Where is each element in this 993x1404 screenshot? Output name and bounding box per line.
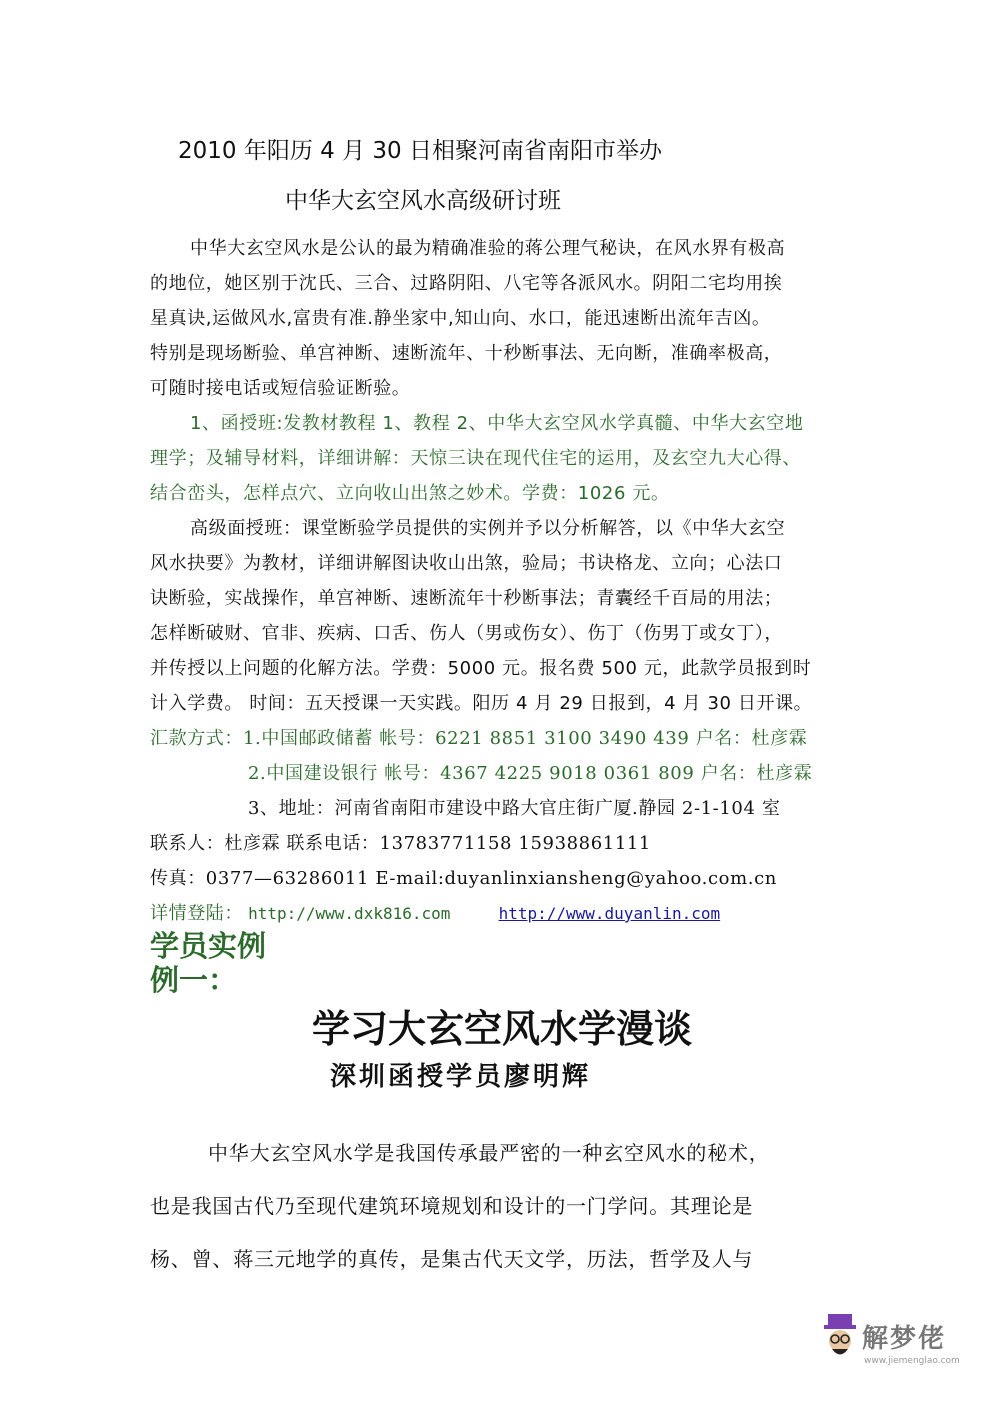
- advanced-line: 怎样断破财、官非、疾病、口舌、伤人（男或伤女）、伤丁（伤男丁或女丁），: [150, 623, 783, 644]
- correspondence-line: 结合峦头，怎样点穴、立向收山出煞之妙术。学费：1026 元。: [150, 483, 670, 504]
- contact-phone: 联系人：杜彦霖 联系电话：13783771158 15938861111: [150, 833, 651, 854]
- article-title: 学习大玄空风水学漫谈: [312, 1007, 693, 1051]
- heading-line-2: 中华大玄空风水高级研讨班: [285, 188, 561, 214]
- advanced-line: 计入学费。 时间：五天授课一天实践。阳历 4 月 29 日报到，4 月 30 日开课。: [150, 693, 813, 714]
- correspondence-line: 理学；及辅导材料，详细讲解：天惊三诀在现代住宅的运用，及玄空九大心得、: [150, 448, 801, 469]
- watermark-text: 解梦佬: [862, 1324, 947, 1354]
- advanced-line: 高级面授班：课堂断验学员提供的实例并予以分析解答，以《中华大玄空: [190, 518, 786, 539]
- correspondence-line: 1、函授班:发教材教程 1、教程 2、中华大玄空风水学真髓、中华大玄空地: [190, 413, 804, 434]
- article-line: 杨、曾、蒋三元地学的真传，是集古代天文学，历法，哲学及人与: [150, 1247, 754, 1271]
- remit-line-1: 汇款方式：1.中国邮政储蓄 帐号：6221 8851 3100 3490 439 户名：杜彦霖: [150, 728, 808, 749]
- address: 3、地址：河南省南阳市建设中路大官庄街广厦.静园 2-1-104 室: [248, 798, 781, 819]
- website-link-2[interactable]: http://www.duyanlin.com: [498, 904, 721, 923]
- article-author: 深圳函授学员廖明辉: [330, 1062, 592, 1092]
- intro-line: 的地位，她区别于沈氏、三合、过路阴阳、八宅等各派风水。阴阳二宅均用挨: [150, 273, 783, 294]
- example-number: 例一：: [150, 963, 238, 997]
- article-line: 中华大玄空风水学是我国传承最严密的一种玄空风水的秘术，: [208, 1141, 770, 1165]
- intro-line: 特别是现场断验、单宫神断、速断流年、十秒断事法、无向断，准确率极高，: [150, 343, 783, 364]
- site-watermark: [820, 1312, 975, 1382]
- heading-line-1: 2010 年阳历 4 月 30 日相聚河南省南阳市举办: [178, 138, 662, 164]
- advanced-line: 风水抉要》为教材，详细讲解图诀收山出煞，验局；书诀格龙、立向；心法口: [150, 553, 783, 574]
- intro-line: 可随时接电话或短信验证断验。: [150, 378, 411, 399]
- remit-line-2: 2.中国建设银行 帐号：4367 4225 9018 0361 809 户名：杜彦霖: [248, 763, 813, 784]
- watermark-url: www.jiemenglao.com: [864, 1356, 960, 1366]
- advanced-line: 并传授以上问题的化解方法。学费：5000 元。报名费 500 元，此款学员报到时: [150, 658, 812, 679]
- intro-line: 星真诀,运做风水,富贵有准.静坐家中,知山向、水口，能迅速断出流年吉凶。: [150, 308, 771, 329]
- advanced-line: 诀断验，实战操作，单宫神断、速断流年十秒断事法；青囊经千百局的用法；: [150, 588, 783, 609]
- intro-line: 中华大玄空风水是公认的最为精确准验的蒋公理气秘诀，在风水界有极高: [190, 238, 786, 259]
- article-line: 也是我国古代乃至现代建筑环境规划和设计的一门学问。其理论是: [150, 1194, 754, 1218]
- contact-fax: 传真：0377—63286011 E-mail:duyanlinxiansheng@yahoo.com.cn: [150, 868, 777, 889]
- details-row: [150, 899, 720, 925]
- details-label: 详情登陆：: [150, 903, 243, 924]
- website-link-1[interactable]: http://www.dxk816.com: [248, 904, 451, 923]
- example-heading: 学员实例: [150, 929, 267, 963]
- mascot-icon: [820, 1312, 860, 1370]
